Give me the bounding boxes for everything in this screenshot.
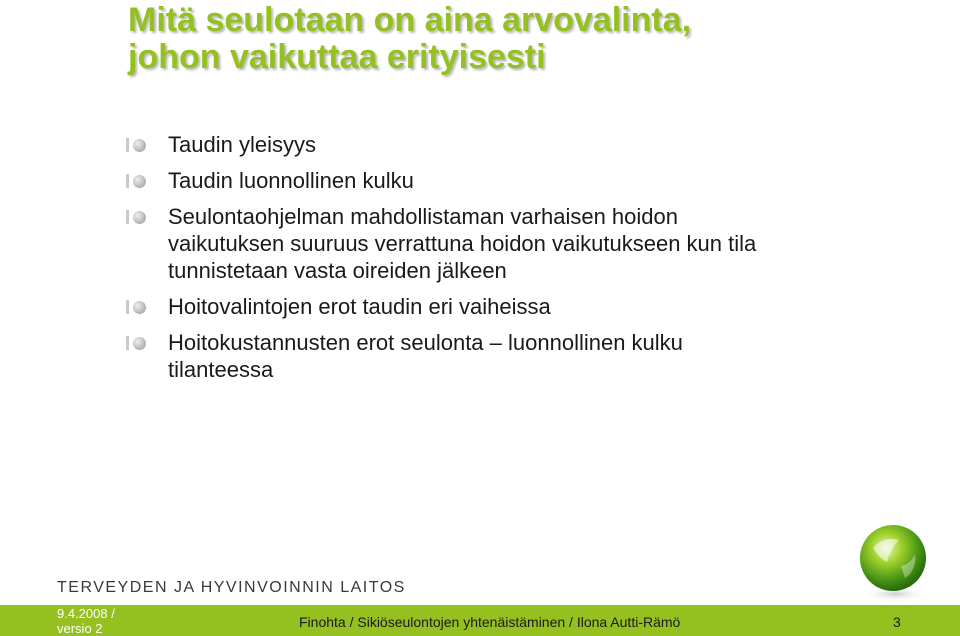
bullet-icon — [124, 336, 150, 350]
footer-date-line-1: 9.4.2008 / — [57, 606, 115, 621]
slide-title — [128, 2, 928, 76]
bullet-icon — [124, 210, 150, 224]
slide-title-line-1: Mitä seulotaan on aina arvovalinta, — [128, 1, 692, 39]
bullet-text: Seulontaohjelman mahdollistaman varhaisen hoidon — [168, 204, 678, 229]
footer-presentation-title: Finohta / Sikiöseulontojen yhtenäistäminen / Ilona Autti-Rämö — [299, 614, 681, 630]
bullet-text: Taudin yleisyys — [168, 132, 316, 157]
bullet-item — [124, 293, 884, 320]
organization-name: TERVEYDEN JA HYVINVOINNIN LAITOS — [57, 579, 406, 596]
bullet-icon — [124, 300, 150, 314]
bullet-list — [124, 131, 884, 392]
footer-date — [57, 606, 137, 636]
bullet-item — [124, 203, 884, 284]
page-number: 3 — [893, 614, 901, 630]
bullet-text: tunnistetaan vasta oireiden jälkeen — [168, 258, 507, 283]
bullet-icon — [124, 138, 150, 152]
bullet-item — [124, 329, 884, 383]
footer-date-line-2: versio 2 — [57, 621, 103, 636]
bullet-text: tilanteessa — [168, 357, 274, 382]
bullet-icon — [124, 174, 150, 188]
green-sphere-logo-icon — [843, 518, 943, 604]
bullet-item — [124, 131, 884, 158]
slide-title-line-2: johon vaikuttaa erityisesti — [128, 38, 546, 76]
bullet-text: vaikutuksen suuruus verrattuna hoidon vaikutukseen kun tila — [168, 231, 757, 256]
bullet-item — [124, 167, 884, 194]
bullet-text: Hoitokustannusten erot seulonta – luonnollinen kulku — [168, 330, 683, 355]
bullet-text: Hoitovalintojen erot taudin eri vaiheissa — [168, 294, 551, 319]
bullet-text: Taudin luonnollinen kulku — [168, 168, 414, 193]
